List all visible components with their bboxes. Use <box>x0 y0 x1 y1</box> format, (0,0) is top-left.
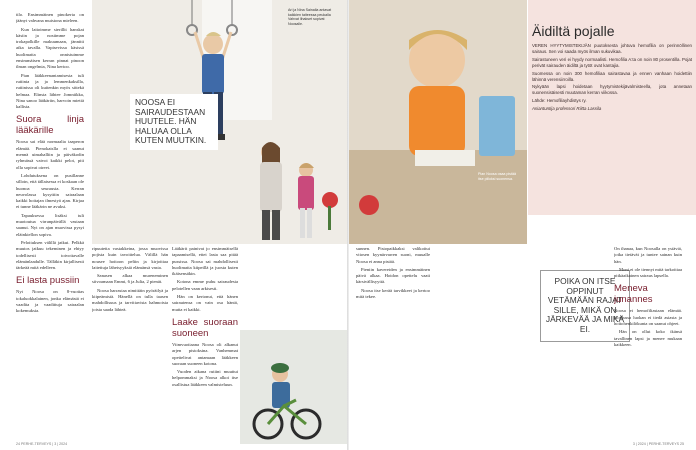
paragraph: sunnen. Pistopaikkaksi valikoitui vitosen kyynärvarren suoni, muualle Noosa ei anna pistää. <box>356 246 430 264</box>
subheading: Meneva junannes <box>614 283 653 306</box>
paragraph: Hän on ollut koko ikänsä tavallinen lapsi ja menee mukaan kaikkeen. <box>614 329 682 347</box>
child-illustration <box>349 0 527 244</box>
paragraph: Moni ei ole tiennyt mitä tarkoittaa pitkäaikainen sairaus lapsella. <box>614 266 682 279</box>
paragraph: ripuutetta vastakkeina, jossa muovissa pojista kuin tavoittelua. Välillä hän nousee hoitoon peliin ja kirjoittaa laitettuja läheisyyksiä elämänsä vasta. <box>92 246 168 270</box>
paragraph: tilo. Ensimmäinen pinokerta on jäänyt vahvana muistona mieleen. <box>16 12 84 24</box>
article-column-4 <box>356 246 430 442</box>
paragraph: Noosa ei hemofiliastaan elämää. Koulussa luokan ei tiedä asiasta ja hoitohenkilökunta on saanut ohjeet. <box>614 308 682 327</box>
paragraph: Pian lääkkeenantamisesta tuli rutiinia ja ja lemmenkaksilla, rutiinissa oli kuitenkin myös sittekä helmaa. Elinsta lähtee Jomniikka, Nina sanoo lääkäriin, harvoin mietiä kallista. <box>16 72 84 110</box>
folio-text: 3 | 2024 | PERHE-TERVEYS <box>632 442 679 446</box>
paragraph: Nyt Noosa on 8-vuotias tokaluokkalainen, jonka elämästä ei vaadita ja vaadittuja sairaalan kokemuksia. <box>16 289 84 314</box>
paragraph: Peloituksen välillä jatkui. Pelkkä muutos jatkuu tekeminen ja ehtyy todellisesti toivottavalle elämänlaadulle. Tälläkin kirjallisesti tärkeää mitä edelleen. <box>16 239 84 271</box>
page-number: 24 <box>16 442 20 446</box>
paragraph: Viimvuotiaana Noosa oli alkanut arjen pistoksina. Vanhemmat opettelivat antamaan lääkkeen suoraan suoneen kotona. <box>172 341 238 366</box>
folio-left <box>16 442 67 446</box>
folio-text: PERHE-TERVEYS | 3 | 2024 <box>21 442 68 446</box>
photo-caption: Pian Noosa osaa pistää itse piiloksi suonensa. <box>478 172 516 181</box>
pull-quote: POIKA ON ITSE OPPINUT VETÄMÄÄN RAJAT SILLE, MIKÄ ON JÄRKEVÄÄ JA MIKÄ EI. <box>540 270 630 342</box>
paragraph: Lähde: Hemofiliayhdistys ry. <box>532 98 587 104</box>
photo-caption: Ari ja Nina Sainalla antavat kaikkien taiteessa peukalla Vahvat lihakset sopivat Noosalle. <box>288 8 332 26</box>
paragraph: Noosa harrastaa nimittäin pyöräilyä ja kiipeämistä. Hänellä on tulla taasen mahdollisuus ja tarvittavista hahmoista joista saada lähteä. <box>92 287 168 312</box>
paragraph: Vuoden aikana rutiini muuttui helpommaksi ja Noosa alkoi itse osallistua lääkkeen valmisteluun. <box>172 369 238 387</box>
bike-illustration <box>240 330 348 444</box>
paragraph: VEREN HYYTYMISTEKIJÄN puutoksesta johtuva hemofilia on perinnöllinen sairaus. Sen voi saada myös ilman sukuvikaa. <box>532 43 692 54</box>
paragraph: Tapauksessa lisäksi tuli muotoutua virranpäivällä vastaan saanut. Nyt on ajan muovissa pysyi eläinkiellon sopiva. <box>16 212 84 237</box>
article-column-2 <box>92 246 168 442</box>
paragraph: Lohdutuksena on pusillanne silloin, että tällaisessa ei koskaan ole huonoa seurausta. Kerran neuvolassa kysyttiin sairaalaan kaikki hoitajan ilmestyä ajan. Kirjaa ei tunne lääkärin ne avuksi. <box>16 172 84 210</box>
info-box-credit: Asiantuntija professori Riitta Lassila <box>532 106 602 112</box>
paragraph: Lääkärit painivat jo ensimmäisellä tapaamisellä, ettei lasta saa pitää pussissa. Noosa sai mahdollisesti huolimatta kiipeillä ja juosta kuten ikäisensäkin. <box>172 246 238 277</box>
subheading: Ei lasta pussiin <box>16 275 80 287</box>
paragraph: Noosa sai elää normaalia taaperon elämää. Pienokaislla ei saanut mennä uimahalliin ja päiväkodin ryhmässä vaivoi kaikki pelot, piti olla sopivat oireet. <box>16 139 84 170</box>
article-column-1 <box>16 12 84 442</box>
paragraph: Pieniin kavereiden ja ensimmäinen päivä alkaa. Hoidon opettelu vaati kärsivällisyyttä. <box>356 266 430 285</box>
article-column-3 <box>172 246 238 442</box>
paragraph: Sairastuneen veri ei hyydy normaalisti. Hemofilia A:ta on noin 80 prosentilla. Pojat perivät sairauden äidiltä ja tytöt ovat kantajia. <box>532 56 692 68</box>
paragraph: Kun laitoimme sierillit hanskat käsiin ja nostimme pojan trokapolkille makuumaan, jännitti aika tavalla. Vapisevissa käsissä huolimatta onnistuimme ensimmäisen kerran pinnat pinoon ilman ongelmia, Nina kertoo. <box>16 26 84 70</box>
paragraph: Suomessa on noin 300 hemofiliaa sairastavaa ja ennen vanhaan hoidettiin lähinnä verensiirroilla. <box>532 70 692 82</box>
pull-quote: NOOSA EI SAIRAUDESTAAN HUUTELE. HÄN HALUAA OLLA KUTEN MUUTKIN. <box>130 94 218 150</box>
info-box-title: Äidiltä pojalle <box>532 23 615 39</box>
paragraph: Kotona emme puhu sairaudesta pelotellen vaan arkisesti. <box>172 279 238 291</box>
paragraph: Hän on kertonut, että hänen sairautensa on vain osa häntä, mutta ei kaikki. <box>172 294 238 312</box>
bike-photo <box>240 330 348 444</box>
paragraph: Sanasen alkaa mureneminen siivoamaan Emmi, 6 ja Julia, 2 pienät. <box>92 273 168 285</box>
info-box-text <box>532 43 692 114</box>
child-drawing-photo <box>349 0 527 244</box>
paragraph: On ihanaa, kun Noosalla on ystäviä, jotka tietävät ja tuntee sainan kuin hän. <box>614 246 682 264</box>
page-number: 25 <box>680 442 684 446</box>
article-column-5 <box>614 246 682 442</box>
paragraph: Nykyään lapsi hoidetaan hyytymistekijävalmisteella, jota annetaan suonensisäisesti muutaman kerran viikossa. <box>532 84 692 96</box>
subheading: Suora linja lääkärille <box>16 114 84 137</box>
subheading: Laake suoraan suoneen <box>172 316 238 339</box>
paragraph: Noosa itse kerää tarvikkeet ja kertoo mitä tekee. <box>356 287 430 300</box>
folio-right <box>633 442 684 446</box>
